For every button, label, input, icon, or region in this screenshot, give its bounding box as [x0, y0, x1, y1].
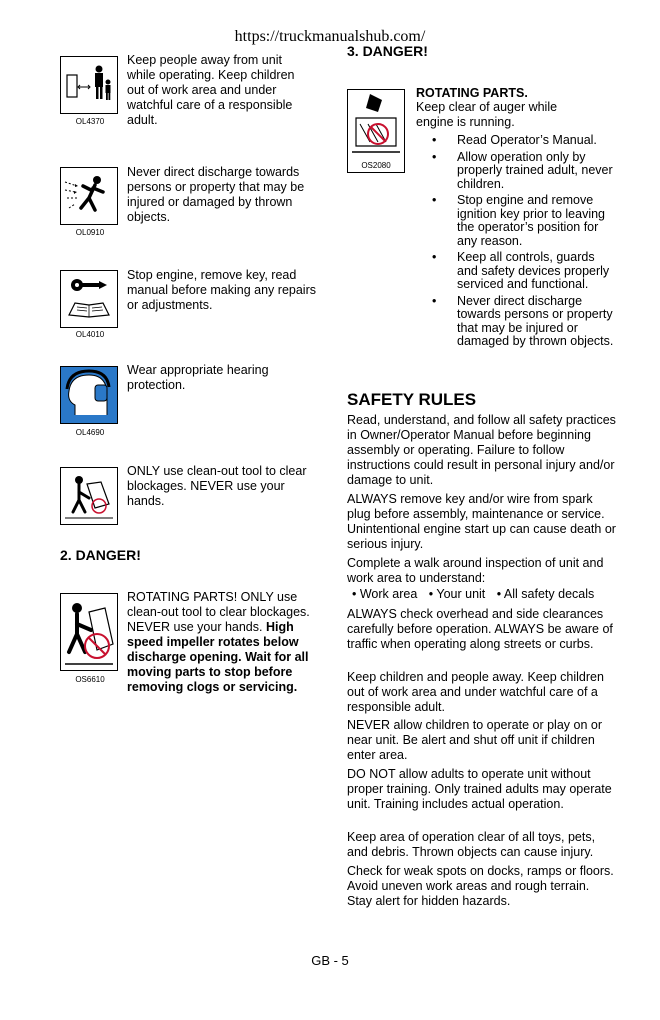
safety-paragraph: Keep children and people away. Keep children out of work area and under watchful care of a responsible adult.	[347, 670, 604, 714]
decal-code: OL4010	[75, 330, 105, 339]
safety-paragraph: Complete a walk around inspection of unit and work area to understand:	[347, 556, 604, 585]
danger-3-bullets	[416, 134, 616, 352]
keep-away-icon	[60, 56, 118, 114]
safety-paragraph: Read, understand, and follow all safety practices in Owner/Operator Manual before beginning assembly or operating. Failure to follow instructions could result in personal injury and/or damage to unit.	[347, 413, 616, 487]
safety-paragraph: ALWAYS check overhead and side clearances carefully before operation. ALWAYS be aware of traffic when operating along streets or curbs.	[347, 607, 613, 651]
list-item: • Stop engine and remove ignition key prior to leaving the operator’s position for any reason.	[416, 194, 616, 248]
list-item: • Your unit	[428, 587, 486, 601]
danger-2-text-bold: High speed impeller rotates below discharge opening. Wait for all moving parts to stop before removing clogs or servicing.	[127, 620, 309, 694]
safety-paragraph: Check for weak spots on docks, ramps or floors. Avoid uneven work areas and rough terrain. Stay alert for hidden hazards.	[347, 864, 614, 908]
list-item: • Never direct discharge towards persons or property that may be injured or damaged by thrown objects.	[416, 295, 616, 349]
decal-code: OL4370	[75, 117, 105, 126]
header-url: https://truckmanualshub.com/	[234, 28, 426, 45]
danger-3-subtitle: Keep clear of auger while engine is running.	[416, 100, 558, 129]
decal-text: Stop engine, remove key, read manual before making any repairs or adjustments.	[127, 268, 316, 312]
decal-code: OS2080	[361, 161, 391, 170]
decal-text: Wear appropriate hearing protection.	[127, 363, 269, 392]
safety-paragraph: NEVER allow children to operate or play on or near unit. Be alert and shut off unit if children enter area.	[347, 718, 602, 762]
list-item: • All safety decals	[496, 587, 595, 601]
page-number: GB - 5	[311, 953, 349, 968]
safety-paragraph: DO NOT allow adults to operate unit without proper training. Only trained adults may operate unit. Training includes actual operation.	[347, 767, 612, 811]
list-item: • Keep all controls, guards and safety devices properly serviced and functional.	[416, 251, 616, 292]
decal-code: OS6610	[75, 675, 105, 684]
danger-2-text	[127, 590, 317, 695]
list-item: • Allow operation only by properly trained adult, never children.	[416, 151, 616, 192]
inspection-items	[352, 587, 602, 601]
list-item: • Read Operator’s Manual.	[416, 134, 616, 148]
danger-2-text-normal: ROTATING PARTS! ONLY use clean-out tool to clear blockages. NEVER use your hands.	[127, 590, 310, 634]
safety-paragraph: Keep area of operation clear of all toys, pets, and debris. Thrown objects can cause injury.	[347, 830, 596, 859]
list-item: • Work area	[352, 587, 418, 601]
danger-3-heading: 3. DANGER!	[347, 43, 428, 59]
danger-2-heading: 2. DANGER!	[60, 547, 141, 563]
safety-rules-heading: SAFETY RULES	[347, 390, 477, 409]
rotating-impeller-icon	[60, 593, 118, 671]
key-manual-icon	[60, 270, 118, 328]
hearing-protection-icon	[60, 366, 118, 424]
clean-out-tool-icon	[60, 467, 118, 525]
decal-text: Never direct discharge towards persons or property that may be injured or damaged by thrown objects.	[127, 165, 305, 224]
decal-text: ONLY use clean-out tool to clear blockages. NEVER use your hands.	[127, 464, 307, 508]
safety-paragraph: ALWAYS remove key and/or wire from spark plug before assembly, maintenance or service. Unintentional engine start up can cause death or serious injury.	[347, 492, 616, 551]
thrown-objects-icon	[60, 167, 118, 225]
decal-code: OL0910	[75, 228, 105, 237]
danger-3-title: ROTATING PARTS.	[416, 86, 528, 100]
decal-code: OL4690	[75, 428, 105, 437]
decal-text: Keep people away from unit while operating. Keep children out of work area and under watchful care of a responsible adult.	[127, 53, 295, 127]
